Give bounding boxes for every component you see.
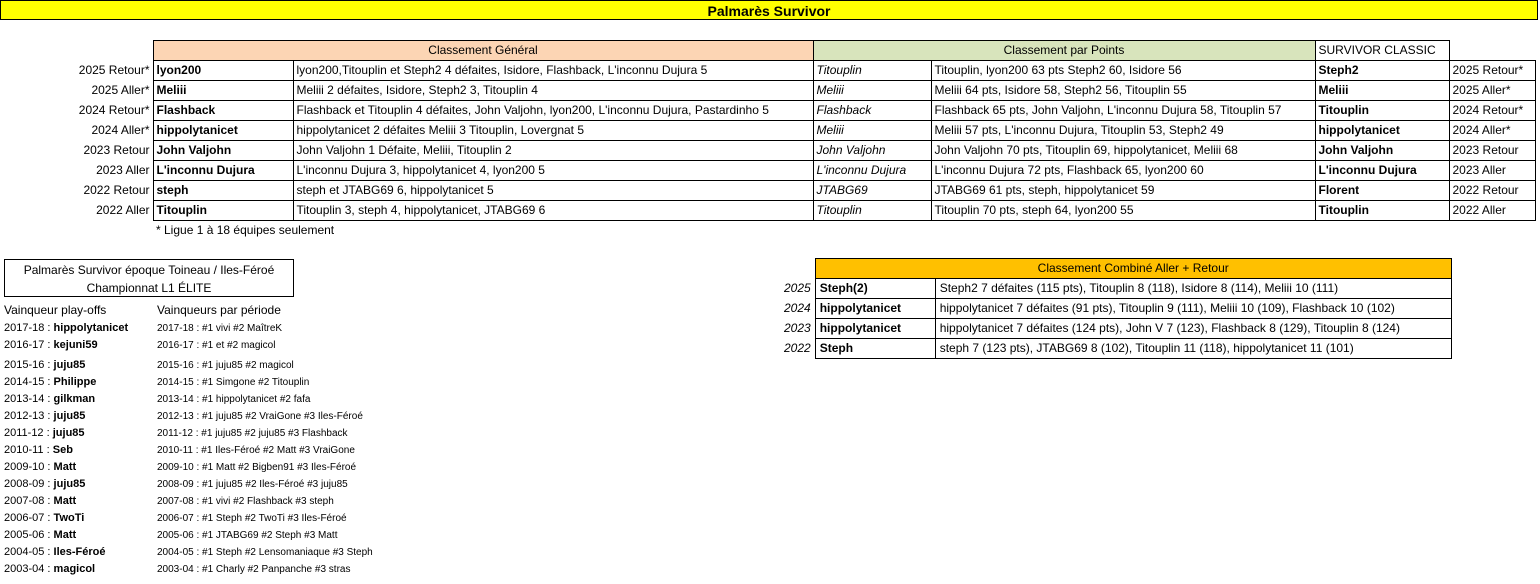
winner-name: Matt bbox=[53, 495, 77, 507]
points-detail: Flashback 65 pts, John Valjohn, L'inconnu Dujura 58, Titouplin 57 bbox=[931, 101, 1315, 121]
period-entry: 2005-06 : #1 JTABG69 #2 Steph #3 Matt bbox=[157, 530, 338, 541]
winner-season: 2014-15 : bbox=[4, 376, 54, 388]
points-winner: JTABG69 bbox=[813, 181, 931, 201]
winner-season: 2006-07 : bbox=[4, 512, 54, 524]
classic-season: 2022 Aller bbox=[1449, 201, 1535, 221]
combined-detail: hippolytanicet 7 défaites (124 pts), John V 7 (123), Flashback 8 (129), Titouplin 8 (124) bbox=[935, 319, 1451, 339]
header-classic: SURVIVOR CLASSIC bbox=[1315, 41, 1449, 61]
winner-name: gilkman bbox=[53, 393, 96, 405]
points-winner: Titouplin bbox=[813, 61, 931, 81]
winner-season: 2017-18 : bbox=[4, 322, 54, 334]
points-detail: L'inconnu Dujura 72 pts, Flashback 65, lyon200 60 bbox=[931, 161, 1315, 181]
classic-season: 2023 Aller bbox=[1449, 161, 1535, 181]
winner-column-header: Vainqueur play-offs bbox=[4, 303, 107, 317]
points-winner: L'inconnu Dujura bbox=[813, 161, 931, 181]
combined-winner: Steph(2) bbox=[815, 279, 935, 299]
epoque-title-line1: Palmarès Survivor époque Toineau / Iles-Féroé bbox=[23, 263, 275, 277]
combined-row bbox=[780, 299, 1451, 319]
combined-header: Classement Combiné Aller + Retour bbox=[815, 259, 1451, 279]
standings-row bbox=[0, 161, 1535, 181]
winner-entry bbox=[4, 391, 95, 408]
classic-season: 2023 Retour bbox=[1449, 141, 1535, 161]
period-entry: 2006-07 : #1 Steph #2 TwoTi #3 Iles-Féroé bbox=[157, 513, 347, 524]
period-entry: 2008-09 : #1 juju85 #2 Iles-Féroé #3 juju85 bbox=[157, 479, 348, 490]
points-winner: Meliii bbox=[813, 81, 931, 101]
winner-name: Seb bbox=[52, 444, 73, 456]
winner-name: juju85 bbox=[52, 427, 85, 439]
combined-standings-table bbox=[780, 258, 1452, 359]
winner-entry bbox=[4, 459, 76, 476]
classic-season: 2022 Retour bbox=[1449, 181, 1535, 201]
footnote: * Ligue 1 à 18 équipes seulement bbox=[156, 223, 335, 237]
season-label: 2024 Retour* bbox=[78, 103, 150, 117]
classic-winner: Florent bbox=[1315, 181, 1449, 201]
winner-name: kejuni59 bbox=[53, 339, 98, 351]
classic-winner: Titouplin bbox=[1315, 201, 1449, 221]
points-detail: John Valjohn 70 pts, Titouplin 69, hippolytanicet, Meliii 68 bbox=[931, 141, 1315, 161]
points-detail: Titouplin 70 pts, steph 64, lyon200 55 bbox=[931, 201, 1315, 221]
header-points: Classement par Points bbox=[813, 41, 1315, 61]
period-entry: 2012-13 : #1 juju85 #2 VraiGone #3 Iles-Féroé bbox=[157, 411, 363, 422]
combined-row bbox=[780, 319, 1451, 339]
winner-name: magicol bbox=[53, 563, 96, 575]
header-spacer bbox=[0, 41, 153, 61]
general-winner: lyon200 bbox=[153, 61, 293, 81]
classic-winner: Titouplin bbox=[1315, 101, 1449, 121]
winner-entry bbox=[4, 442, 73, 459]
winner-name: TwoTi bbox=[53, 512, 85, 524]
general-detail: Meliii 2 défaites, Isidore, Steph2 3, Titouplin 4 bbox=[293, 81, 813, 101]
winner-name: juju85 bbox=[53, 410, 86, 422]
period-column-header: Vainqueurs par période bbox=[157, 303, 281, 317]
combined-winner: Steph bbox=[815, 339, 935, 359]
general-detail: Flashback et Titouplin 4 défaites, John Valjohn, lyon200, L'inconnu Dujura, Pastardinho 5 bbox=[293, 101, 813, 121]
general-winner: Titouplin bbox=[153, 201, 293, 221]
general-winner: Flashback bbox=[153, 101, 293, 121]
winner-entry bbox=[4, 561, 95, 578]
general-winner: John Valjohn bbox=[153, 141, 293, 161]
main-standings-table bbox=[0, 40, 1536, 221]
winner-season: 2012-13 : bbox=[4, 410, 54, 422]
combined-year: 2023 bbox=[784, 321, 811, 335]
period-entry: 2017-18 : #1 vivi #2 MaîtreK bbox=[157, 323, 283, 334]
general-detail: steph et JTABG69 6, hippolytanicet 5 bbox=[293, 181, 813, 201]
epoque-title-box bbox=[4, 259, 294, 297]
winner-entry bbox=[4, 357, 85, 374]
classic-winner: Meliii bbox=[1315, 81, 1449, 101]
winner-entry bbox=[4, 510, 84, 527]
winner-name: juju85 bbox=[53, 478, 86, 490]
classic-winner: Steph2 bbox=[1315, 61, 1449, 81]
season-label: 2024 Aller* bbox=[91, 123, 150, 137]
period-entry: 2003-04 : #1 Charly #2 Panpanche #3 stras bbox=[157, 564, 351, 575]
winner-season: 2008-09 : bbox=[4, 478, 54, 490]
period-entry: 2014-15 : #1 Simgone #2 Titouplin bbox=[157, 377, 310, 388]
winner-entry bbox=[4, 337, 98, 354]
standings-row bbox=[0, 141, 1535, 161]
standings-row bbox=[0, 101, 1535, 121]
combined-row bbox=[780, 339, 1451, 359]
period-entry: 2004-05 : #1 Steph #2 Lensomaniaque #3 Steph bbox=[157, 547, 373, 558]
general-detail: Titouplin 3, steph 4, hippolytanicet, JTABG69 6 bbox=[293, 201, 813, 221]
season-label: 2022 Aller bbox=[96, 203, 150, 217]
general-winner: hippolytanicet bbox=[153, 121, 293, 141]
classic-season: 2024 Aller* bbox=[1449, 121, 1535, 141]
general-detail: lyon200,Titouplin et Steph2 4 défaites, Isidore, Flashback, L'inconnu Dujura 5 bbox=[293, 61, 813, 81]
points-winner: Titouplin bbox=[813, 201, 931, 221]
period-entry: 2016-17 : #1 et #2 magicol bbox=[157, 340, 276, 351]
points-winner: Meliii bbox=[813, 121, 931, 141]
period-entry: 2010-11 : #1 Iles-Féroé #2 Matt #3 VraiGone bbox=[157, 445, 355, 456]
standings-row bbox=[0, 181, 1535, 201]
general-winner: Meliii bbox=[153, 81, 293, 101]
winner-season: 2004-05 : bbox=[4, 546, 54, 558]
standings-row bbox=[0, 201, 1535, 221]
epoque-title-line2: Championnat L1 ÉLITE bbox=[86, 281, 212, 295]
winner-season: 2016-17 : bbox=[4, 339, 54, 351]
winner-entry bbox=[4, 493, 76, 510]
classic-winner: John Valjohn bbox=[1315, 141, 1449, 161]
standings-row bbox=[0, 81, 1535, 101]
combined-row bbox=[780, 279, 1451, 299]
general-detail: L'inconnu Dujura 3, hippolytanicet 4, lyon200 5 bbox=[293, 161, 813, 181]
winner-season: 2013-14 : bbox=[4, 393, 54, 405]
combined-detail: hippolytanicet 7 défaites (91 pts), Titouplin 9 (111), Meliii 10 (109), Flashback 10 (102) bbox=[935, 299, 1451, 319]
winner-season: 2007-08 : bbox=[4, 495, 54, 507]
combined-winner: hippolytanicet bbox=[815, 319, 935, 339]
classic-season: 2025 Aller* bbox=[1449, 81, 1535, 101]
points-winner: John Valjohn bbox=[813, 141, 931, 161]
points-detail: Titouplin, lyon200 63 pts Steph2 60, Isidore 56 bbox=[931, 61, 1315, 81]
winner-entry bbox=[4, 425, 85, 442]
winner-entry bbox=[4, 527, 76, 544]
points-detail: JTABG69 61 pts, steph, hippolytanicet 59 bbox=[931, 181, 1315, 201]
winner-entry bbox=[4, 476, 85, 493]
winner-name: hippolytanicet bbox=[53, 322, 129, 334]
season-label: 2023 Aller bbox=[96, 163, 150, 177]
period-entry: 2015-16 : #1 juju85 #2 magicol bbox=[157, 360, 294, 371]
season-label: 2025 Retour* bbox=[78, 63, 150, 77]
general-detail: hippolytanicet 2 défaites Meliii 3 Titouplin, Lovergnat 5 bbox=[293, 121, 813, 141]
classic-season: 2024 Retour* bbox=[1449, 101, 1535, 121]
period-entry: 2009-10 : #1 Matt #2 Bigben91 #3 Iles-Féroé bbox=[157, 462, 357, 473]
points-detail: Meliii 64 pts, Isidore 58, Steph2 56, Titouplin 55 bbox=[931, 81, 1315, 101]
winner-season: 2005-06 : bbox=[4, 529, 54, 541]
winner-entry bbox=[4, 374, 96, 391]
combined-winner: hippolytanicet bbox=[815, 299, 935, 319]
winner-season: 2003-04 : bbox=[4, 563, 54, 575]
winner-season: 2009-10 : bbox=[4, 461, 54, 473]
winner-season: 2010-11 : bbox=[4, 444, 53, 456]
winner-entry bbox=[4, 544, 106, 561]
period-entry: 2011-12 : #1 juju85 #2 juju85 #3 Flashback bbox=[157, 428, 348, 439]
combined-year: 2022 bbox=[784, 341, 811, 355]
period-entry: 2013-14 : #1 hippolytanicet #2 fafa bbox=[157, 394, 311, 405]
classic-winner: hippolytanicet bbox=[1315, 121, 1449, 141]
winner-name: Iles-Féroé bbox=[53, 546, 106, 558]
period-entry: 2007-08 : #1 vivi #2 Flashback #3 steph bbox=[157, 496, 334, 507]
season-label: 2025 Aller* bbox=[91, 83, 150, 97]
points-detail: Meliii 57 pts, L'inconnu Dujura, Titouplin 53, Steph2 49 bbox=[931, 121, 1315, 141]
winner-name: Philippe bbox=[53, 376, 97, 388]
combined-detail: Steph2 7 défaites (115 pts), Titouplin 8 (118), Isidore 8 (114), Meliii 10 (111) bbox=[935, 279, 1451, 299]
combined-detail: steph 7 (123 pts), JTABG69 8 (102), Titouplin 11 (118), hippolytanicet 11 (101) bbox=[935, 339, 1451, 359]
header-general: Classement Général bbox=[153, 41, 813, 61]
winner-name: juju85 bbox=[53, 359, 86, 371]
classic-season: 2025 Retour* bbox=[1449, 61, 1535, 81]
standings-row bbox=[0, 61, 1535, 81]
general-winner: steph bbox=[153, 181, 293, 201]
standings-row bbox=[0, 121, 1535, 141]
winner-entry bbox=[4, 408, 85, 425]
winner-name: Matt bbox=[53, 461, 77, 473]
season-label: 2023 Retour bbox=[83, 143, 150, 157]
header-spacer-right bbox=[1449, 41, 1535, 61]
winner-entry bbox=[4, 320, 128, 337]
general-winner: L'inconnu Dujura bbox=[153, 161, 293, 181]
combined-year: 2025 bbox=[784, 281, 811, 295]
winner-season: 2011-12 : bbox=[4, 427, 53, 439]
winner-name: Matt bbox=[53, 529, 77, 541]
winner-season: 2015-16 : bbox=[4, 359, 54, 371]
season-label: 2022 Retour bbox=[83, 183, 150, 197]
classic-winner: L'inconnu Dujura bbox=[1315, 161, 1449, 181]
general-detail: John Valjohn 1 Défaite, Meliii, Titouplin 2 bbox=[293, 141, 813, 161]
page-title: Palmarès Survivor bbox=[0, 0, 1538, 20]
combined-year: 2024 bbox=[784, 301, 811, 315]
combined-header-spacer bbox=[780, 259, 815, 279]
points-winner: Flashback bbox=[813, 101, 931, 121]
